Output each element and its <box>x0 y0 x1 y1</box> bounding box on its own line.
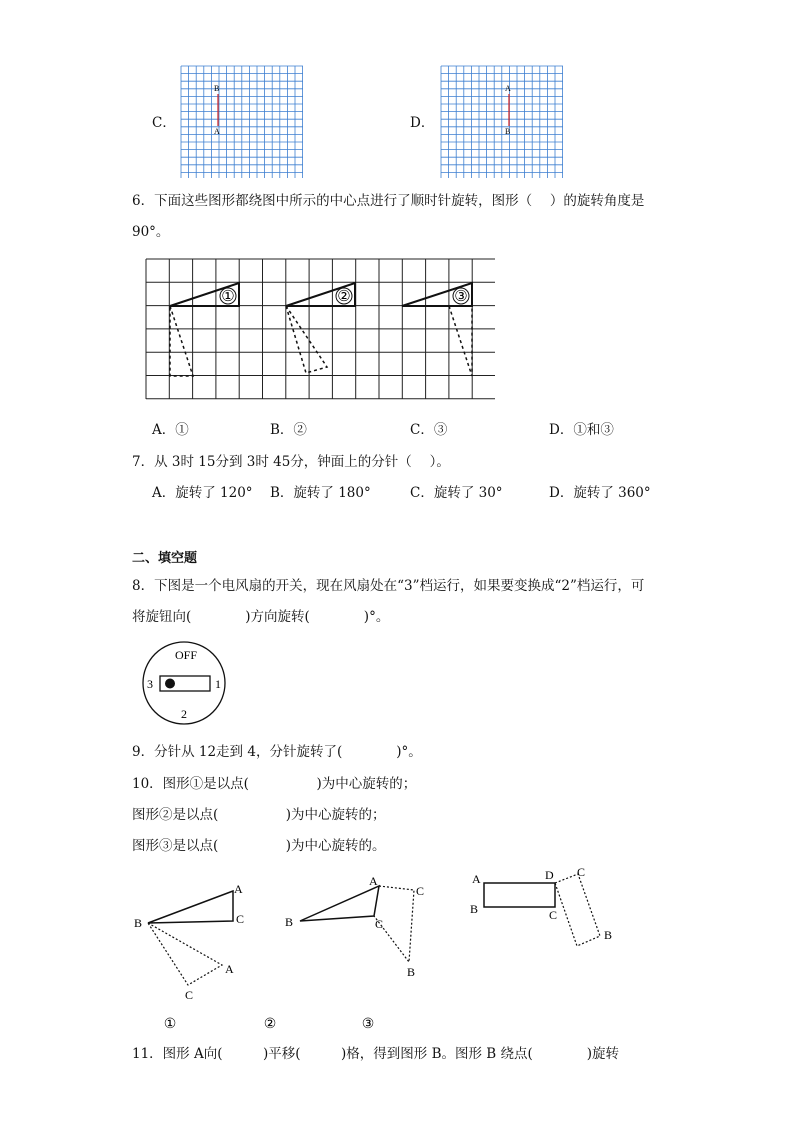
grid-figure-c <box>181 66 304 179</box>
fig-caption-2: ② <box>263 1016 277 1032</box>
fig3-label-d: D <box>545 868 554 882</box>
q6-text-line2: 90°。 <box>132 224 170 240</box>
fig3-rotated <box>555 874 600 946</box>
fig-caption-1: ① <box>163 1016 177 1032</box>
fig3-label-c2: C <box>577 865 586 879</box>
option-d-label[interactable]: D． <box>410 115 435 131</box>
fan-switch-knob <box>142 641 226 726</box>
fig2-label-c: C <box>375 917 384 931</box>
fig2-triangle <box>300 886 379 921</box>
q7-question: 7．从 3时 15分到 3时 45分，钟面上的分针（ ）。 <box>132 454 450 470</box>
shape-label-1: ① <box>221 287 235 305</box>
knob-label-2: 2 <box>181 707 187 721</box>
q8-text-line1: 8．下图是一个电风扇的开关，现在风扇处在“3”档运行，如果要变换成“2”档运行，可 <box>132 578 645 594</box>
q7-option-b[interactable]: B．旋转了 180° <box>270 485 371 501</box>
triangle-3-rotated <box>449 306 472 376</box>
q6-option-a[interactable]: A．① <box>152 422 189 438</box>
fig1-triangle <box>148 891 233 923</box>
grid-figure-d <box>441 66 564 179</box>
fig1-label-c2: C <box>185 988 194 1002</box>
knob-label-off: OFF <box>174 648 198 662</box>
q10-text-line2: 图形②是以点( )为中心旋转的； <box>132 807 386 823</box>
fig3-rectangle <box>484 883 555 907</box>
shape-label-3: ③ <box>454 287 468 305</box>
fig3-label-a: A <box>472 872 481 886</box>
triangle-2-rotated <box>286 306 327 373</box>
fig1-label-b: B <box>134 916 143 930</box>
fig-caption-3: ③ <box>361 1016 375 1032</box>
point-label: B <box>505 127 511 136</box>
fig2-label-c2: C <box>416 884 425 898</box>
q6-option-c[interactable]: C．③ <box>410 422 448 438</box>
section-title: 二、填空题 <box>132 551 198 566</box>
knob-indicator <box>165 679 175 689</box>
q6-text-line1: 6．下面这些图形都绕图中所示的中心点进行了顺时针旋转，图形（ ）的旋转角度是 <box>132 193 645 209</box>
q6-option-b[interactable]: B．② <box>270 422 307 438</box>
q6-rotation-grid <box>146 259 498 401</box>
q7-option-d[interactable]: D．旋转了 360° <box>549 485 651 501</box>
fig2-label-a: A <box>369 874 378 888</box>
q6-option-d[interactable]: D．①和③ <box>549 422 614 438</box>
fig1-label-c: C <box>236 912 245 926</box>
q8-text-line2: 将旋钮向( )方向旋转( )°。 <box>132 609 390 625</box>
q9-text: 9．分针从 12走到 4，分针旋转了( )°。 <box>132 744 422 760</box>
q10-figures <box>130 862 620 1037</box>
q7-option-a[interactable]: A．旋转了 120° <box>152 485 253 501</box>
fig3-label-b: B <box>470 902 479 916</box>
fig2-label-b: B <box>285 915 294 929</box>
shape-label-2: ② <box>337 287 351 305</box>
fig3-label-b2: B <box>604 928 613 942</box>
fig1-label-a: A <box>234 882 243 896</box>
q7-option-c[interactable]: C．旋转了 30° <box>410 485 503 501</box>
fig1-label-a2: A <box>225 962 234 976</box>
knob-label-1: 1 <box>215 677 221 691</box>
q10-text-line3: 图形③是以点( )为中心旋转的。 <box>132 838 386 854</box>
q10-text-line1: 10．图形①是以点( )为中心旋转的； <box>132 776 417 792</box>
q11-text: 11．图形 A向( )平移( )格，得到图形 B。图形 B 绕点( )旋转 <box>132 1046 620 1062</box>
point-label: A <box>505 84 511 93</box>
knob-label-3: 3 <box>147 677 153 691</box>
point-label: A <box>214 127 220 136</box>
triangle-1-rotated <box>170 306 193 376</box>
fig3-label-c: C <box>549 908 558 922</box>
option-c-label[interactable]: C． <box>152 115 176 131</box>
fig2-label-b2: B <box>407 965 416 979</box>
fig1-rotated <box>148 923 222 985</box>
point-label: B <box>214 84 220 93</box>
